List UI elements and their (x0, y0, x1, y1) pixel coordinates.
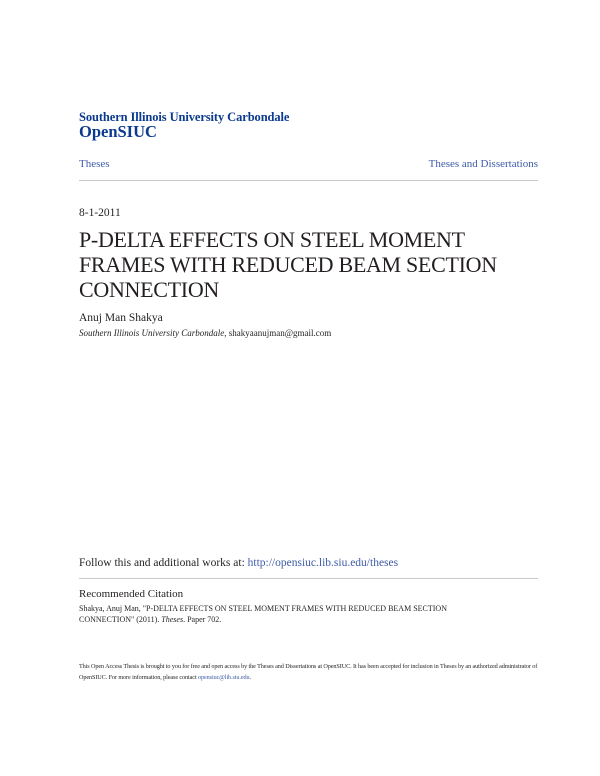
notice-text: This Open Access Thesis is brought to you for free and open access by the Theses and Dissertations at OpenSIUC. It has been accepted for inclusion in Theses by an authorized administrator of OpenSIUC. For more information, please contact (79, 663, 538, 681)
citation-series: Theses (161, 615, 184, 624)
follow-url-link[interactable]: http://opensiuc.lib.siu.edu/theses (247, 557, 399, 569)
author-name: Anuj Man Shakya (79, 312, 163, 324)
author-affiliation: Southern Illinois University Carbondale, shakyaanujman@gmail.com (79, 328, 332, 338)
follow-label: Follow this and additional works at: (79, 557, 245, 569)
theses-and-dissertations-link[interactable]: Theses and Dissertations (428, 158, 538, 170)
affiliation-name: Southern Illinois University Carbondale (79, 328, 225, 338)
institution-name: Southern Illinois University Carbondale (79, 110, 290, 124)
citation-paper: . Paper 702. (183, 615, 222, 624)
citation-divider (79, 578, 538, 579)
repository-brand[interactable]: OpenSIUC (79, 122, 157, 141)
contact-email-link[interactable]: opensiuc@lib.siu.edu (198, 674, 250, 681)
theses-link[interactable]: Theses (79, 158, 110, 170)
follow-line (79, 557, 398, 569)
publication-date: 8-1-2011 (79, 207, 121, 219)
open-access-notice (79, 661, 541, 683)
citation-text (79, 603, 479, 625)
author-email: shakyaanujman@gmail.com (228, 328, 332, 338)
document-title: P-DELTA EFFECTS ON STEEL MOMENT FRAMES WITH REDUCED BEAM SECTION CONNECTION (79, 227, 497, 302)
recommended-citation-heading: Recommended Citation (79, 588, 184, 600)
citation-main: Shakya, Anuj Man, "P-DELTA EFFECTS ON STEEL MOMENT FRAMES WITH REDUCED BEAM SECTION CONNECTION" (2011). (79, 604, 447, 624)
notice-end: . (249, 674, 251, 681)
header-divider (79, 180, 538, 181)
